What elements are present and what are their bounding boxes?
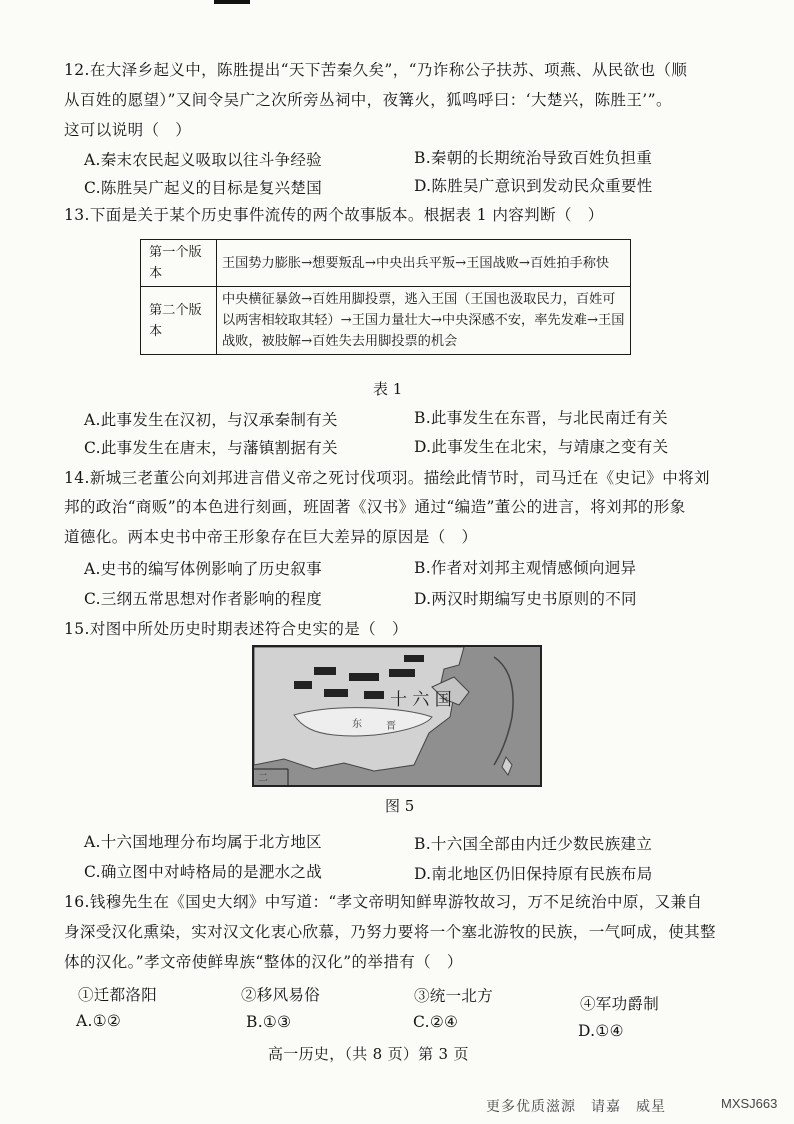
q16-stem-line3: 体的汉化。”孝文帝使鲜卑族“整体的汉化”的举措有（ ） bbox=[64, 953, 463, 971]
document-code: MXSJ663 bbox=[721, 1096, 778, 1111]
map-graphic bbox=[254, 647, 540, 785]
q12-stem-line2: 从百姓的愿望）”又间令吴广之次所旁丛祠中，夜篝火，狐鸣呼曰：‘大楚兴，陈胜王’”。 bbox=[64, 91, 672, 109]
q12-stem-line3: 这可以说明（ ） bbox=[64, 121, 192, 139]
map-label-north: 十 六 国 bbox=[390, 690, 452, 710]
table-row bbox=[141, 287, 631, 355]
watermark-text: 更多优质滋源 请嘉 威星 bbox=[486, 1099, 666, 1115]
place-marker bbox=[349, 673, 379, 681]
place-marker bbox=[294, 681, 312, 689]
q13-option-d: D.此事发生在北宋，与靖康之变有关 bbox=[414, 438, 669, 456]
q14-stem-line3: 道德化。两本史书中帝王形象存在巨大差异的原因是（ ） bbox=[64, 528, 478, 546]
place-marker bbox=[324, 689, 348, 697]
q14-option-b: B.作者对刘邦主观情感倾向迥异 bbox=[414, 559, 637, 577]
q15-option-a: A.十六国地理分布均属于北方地区 bbox=[84, 833, 322, 851]
table-head-version2: 第二个版本 bbox=[141, 287, 217, 355]
map-label-east: 东 bbox=[352, 719, 362, 730]
q16-option-c: C.②④ bbox=[413, 1013, 459, 1031]
historical-map-figure bbox=[252, 645, 542, 787]
table-row bbox=[141, 240, 631, 287]
q14-stem-line1: 14.新城三老董公向刘邦进言借义帝之死讨伐项羽。描绘此情节时，司马迁在《史记》中将刘 bbox=[64, 469, 710, 487]
place-marker bbox=[314, 667, 336, 675]
table-body-version1: 王国势力膨胀→想要叛乱→中央出兵平叛→王国战败→百姓拍手称快 bbox=[217, 240, 631, 287]
q14-option-c: C.三纲五常思想对作者影响的程度 bbox=[84, 590, 323, 608]
top-edge-mark bbox=[214, 0, 250, 4]
q16-option-b: B.①③ bbox=[246, 1013, 292, 1031]
q14-stem-line2: 邦的政治“商贩”的本色进行刻画，班固著《汉书》通过“编造”董公的进言，将刘邦的形象 bbox=[64, 498, 686, 516]
place-marker bbox=[389, 669, 415, 677]
q15-option-c: C.确立图中对峙格局的是淝水之战 bbox=[84, 863, 323, 881]
table-body-version2: 中央横征暴敛→百姓用脚投票，逃入王国（王国也汲取民力，百姓可以两害相较取其轻）→王国力量壮大→中央深感不安，率先发难→王国战败，被肢解→百姓失去用脚投票的机会 bbox=[217, 287, 631, 355]
map-label-jin: 晋 bbox=[386, 721, 396, 732]
q16-stem-line1: 16.钱穆先生在《国史大纲》中写道：“孝文帝明知鲜卑游牧故习，万不足统治中原，又兼自 bbox=[64, 893, 703, 911]
q13-table bbox=[140, 239, 631, 355]
q16-option-d: D.①④ bbox=[578, 1022, 624, 1040]
q12-option-b: B.秦朝的长期统治导致百姓负担重 bbox=[414, 149, 653, 167]
q14-option-a: A.史书的编写体例影响了历史叙事 bbox=[84, 560, 322, 578]
table-caption: 表 1 bbox=[373, 380, 403, 398]
page-footer: 高一历史，（共 8 页）第 3 页 bbox=[268, 1045, 469, 1063]
q16-item-3: ③统一北方 bbox=[414, 987, 494, 1005]
q16-item-4: ④军功爵制 bbox=[580, 995, 660, 1013]
q13-stem-line1: 13.下面是关于某个历史事件流传的两个故事版本。根据表 1 内容判断（ ） bbox=[64, 206, 604, 224]
place-marker bbox=[404, 655, 424, 662]
q13-option-b: B.此事发生在东晋，与北民南迁有关 bbox=[414, 409, 668, 427]
q15-option-b: B.十六国全部由内迁少数民族建立 bbox=[414, 835, 653, 853]
q12-option-c: C.陈胜吴广起义的目标是复兴楚国 bbox=[84, 179, 323, 197]
q16-stem-line2: 身深受汉化熏染，实对汉文化衷心欣慕，乃努力要将一个塞北游牧的民族，一气呵成，使其整 bbox=[64, 923, 716, 941]
q12-option-a: A.秦末农民起义吸取以往斗争经验 bbox=[84, 151, 322, 169]
q12-stem-line1: 12.在大泽乡起义中，陈胜提出“天下苦秦久矣”，“乃诈称公子扶苏、项燕、从民欲也（顺 bbox=[64, 61, 688, 79]
map-label-corner: 二 bbox=[258, 773, 268, 784]
q12-option-d: D.陈胜吴广意识到发动民众重要性 bbox=[414, 177, 653, 195]
table-head-version1: 第一个版本 bbox=[141, 240, 217, 287]
q16-option-a: A.①② bbox=[76, 1012, 122, 1030]
q13-option-c: C.此事发生在唐末，与藩镇割据有关 bbox=[84, 439, 338, 457]
place-marker bbox=[364, 691, 384, 699]
q16-item-1: ①迁都洛阳 bbox=[78, 986, 158, 1004]
q15-stem-line1: 15.对图中所处历史时期表述符合史实的是（ ） bbox=[64, 620, 408, 638]
q15-option-d: D.南北地区仍旧保持原有民族布局 bbox=[414, 865, 653, 883]
q14-option-d: D.两汉时期编写史书原则的不同 bbox=[414, 590, 637, 608]
figure-caption: 图 5 bbox=[385, 797, 415, 815]
q16-item-2: ②移风易俗 bbox=[241, 986, 321, 1004]
q13-option-a: A.此事发生在汉初，与汉承秦制有关 bbox=[84, 411, 338, 429]
